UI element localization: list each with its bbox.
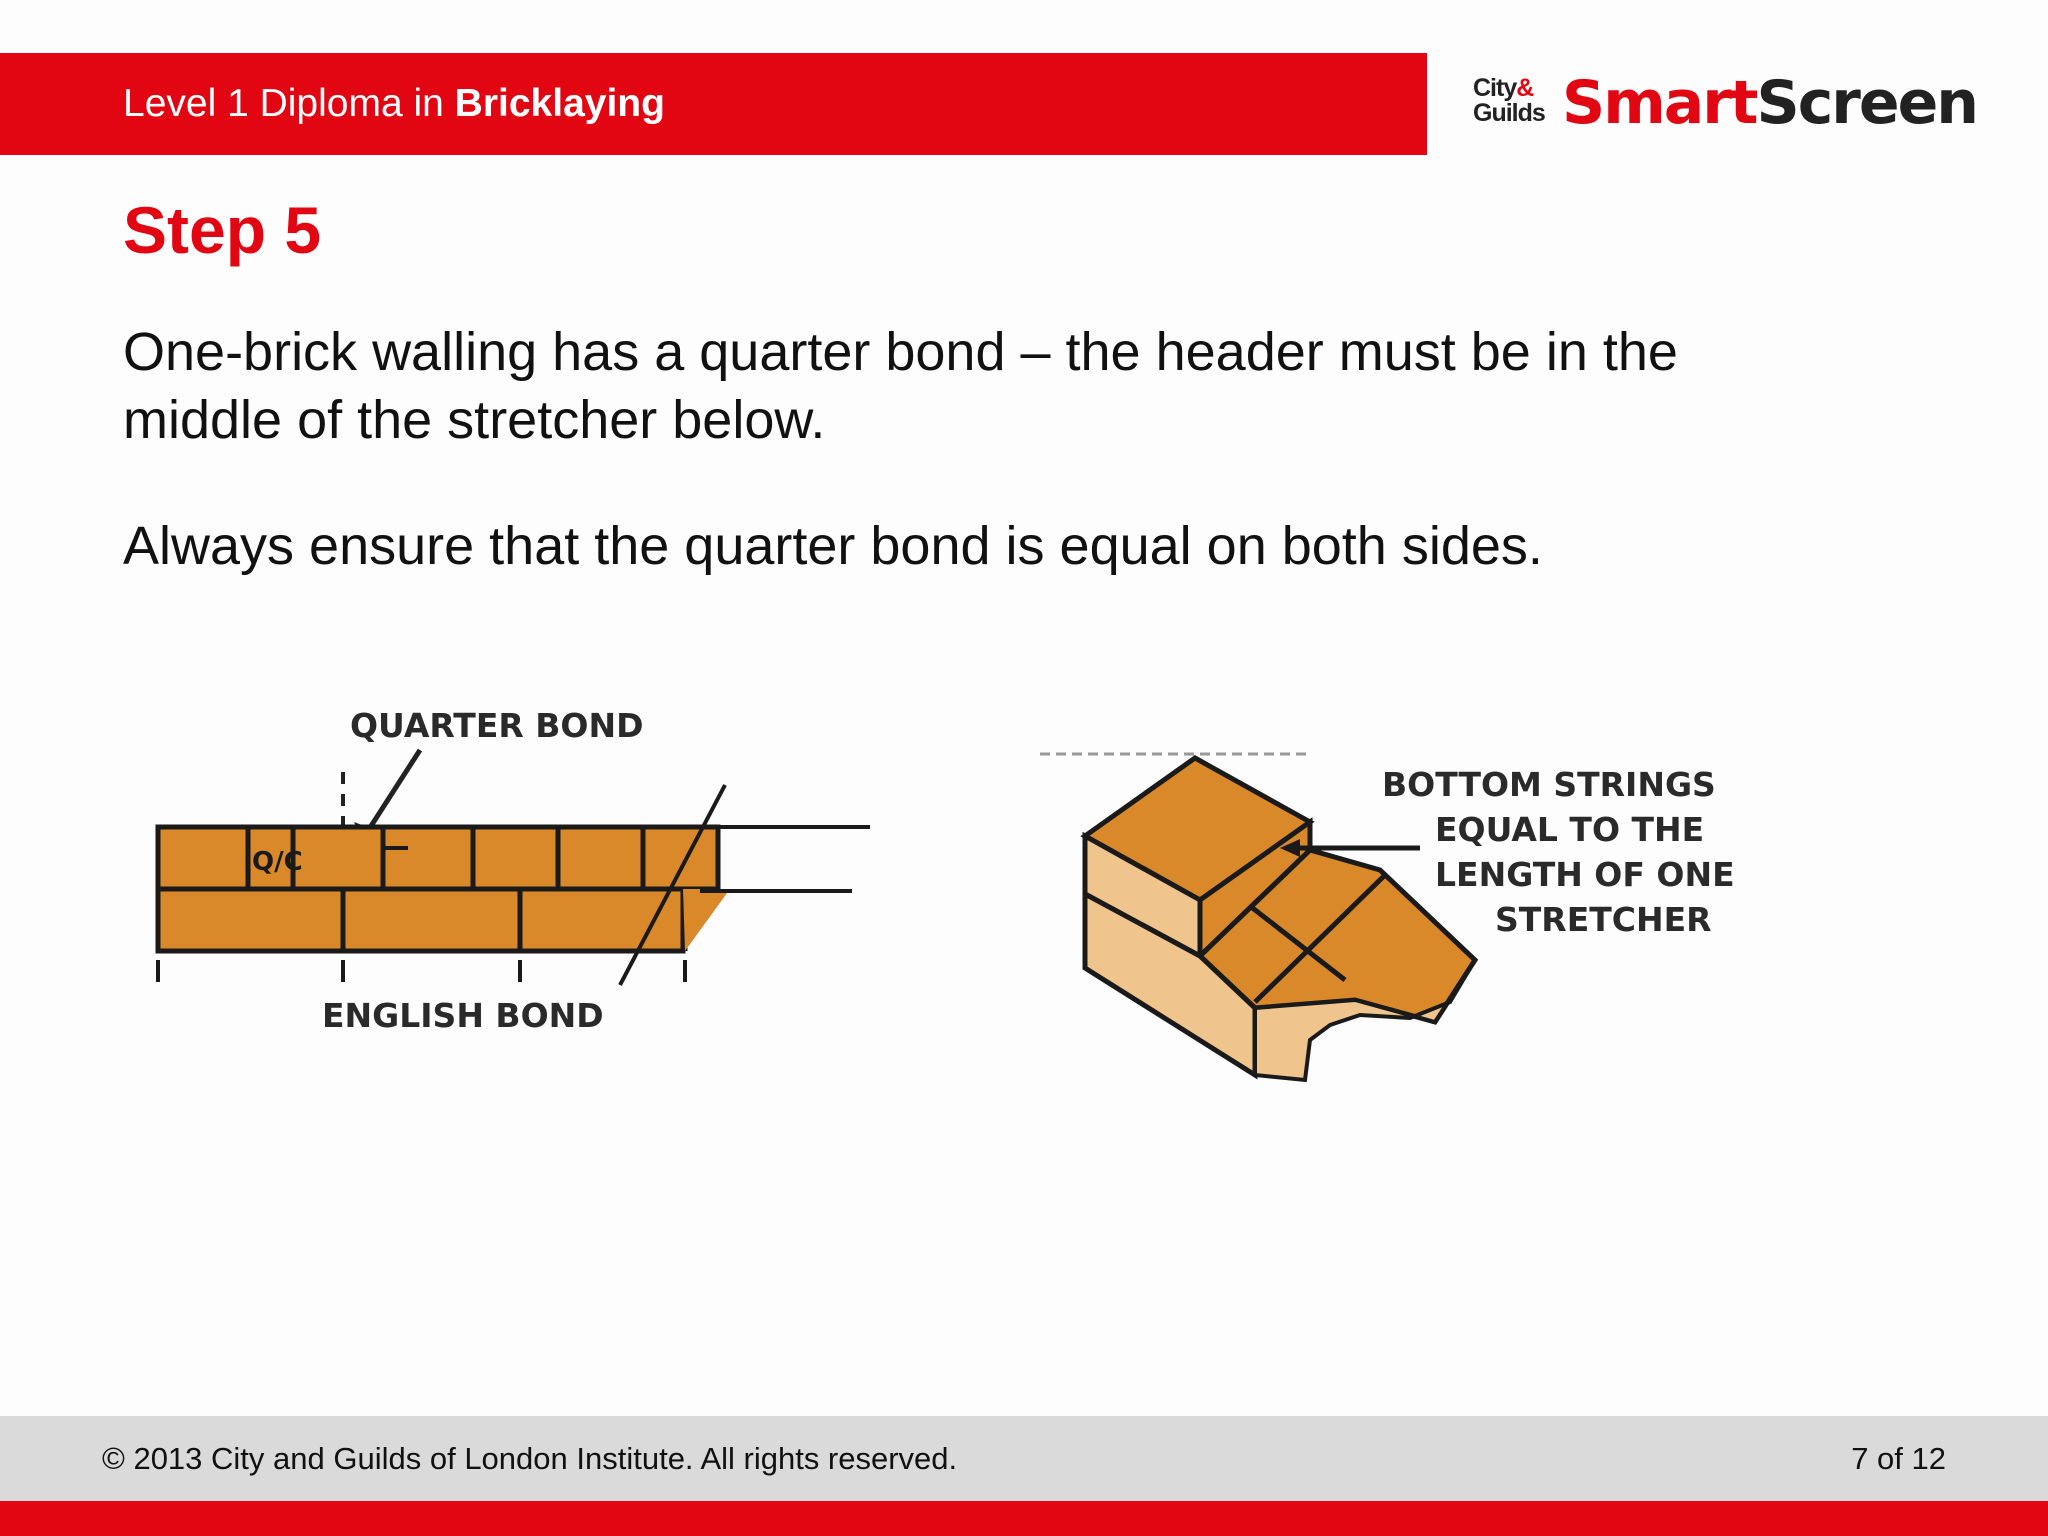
bottom-strings-diagram [1030, 740, 1810, 1120]
cut-end-fill [683, 889, 730, 951]
english-bond-label: ENGLISH BOND [322, 996, 604, 1035]
logo-screen: Screen [1756, 68, 1977, 138]
strings-label-4: STRETCHER [1495, 900, 1712, 939]
paragraph-quarter-bond: One-brick walling has a quarter bond – the header must be in the middle of the stretcher below. [123, 322, 1678, 450]
city-and-guilds-logo [1473, 76, 1545, 126]
copyright-notice: © 2013 City and Guilds of London Institute. All rights reserved. [102, 1441, 958, 1476]
top-course [158, 827, 718, 889]
header-bar [0, 53, 1427, 155]
smartscreen-wordmark [1562, 68, 1977, 138]
strings-label-3: LENGTH OF ONE [1435, 855, 1735, 894]
strings-label-1: BOTTOM STRINGS [1382, 765, 1716, 804]
city-and-guilds-smartscreen-logo [1470, 68, 1977, 140]
logo-city: City [1473, 74, 1517, 102]
logo-guilds: Guilds [1473, 99, 1545, 127]
strings-label-2: EQUAL TO THE [1435, 810, 1705, 849]
quarter-bond-label: QUARTER BOND [350, 706, 644, 745]
bottom-course [158, 889, 685, 951]
logo-amp: & [1516, 74, 1534, 102]
course-prefix: Level 1 Diploma in [123, 82, 455, 125]
bottom-bar [0, 1501, 2048, 1536]
queen-closer-mark: Q/C [252, 847, 303, 877]
course-title [123, 53, 665, 155]
footer [0, 1416, 2048, 1501]
paragraph-equal-sides: Always ensure that the quarter bond is equal on both sides. [123, 516, 1543, 576]
logo-smart: Smart [1562, 68, 1757, 138]
page-indicator: 7 of 12 [1851, 1441, 1946, 1476]
course-name: Bricklaying [454, 82, 665, 125]
english-bond-diagram [140, 690, 900, 1070]
slide-title: Step 5 [123, 193, 322, 267]
